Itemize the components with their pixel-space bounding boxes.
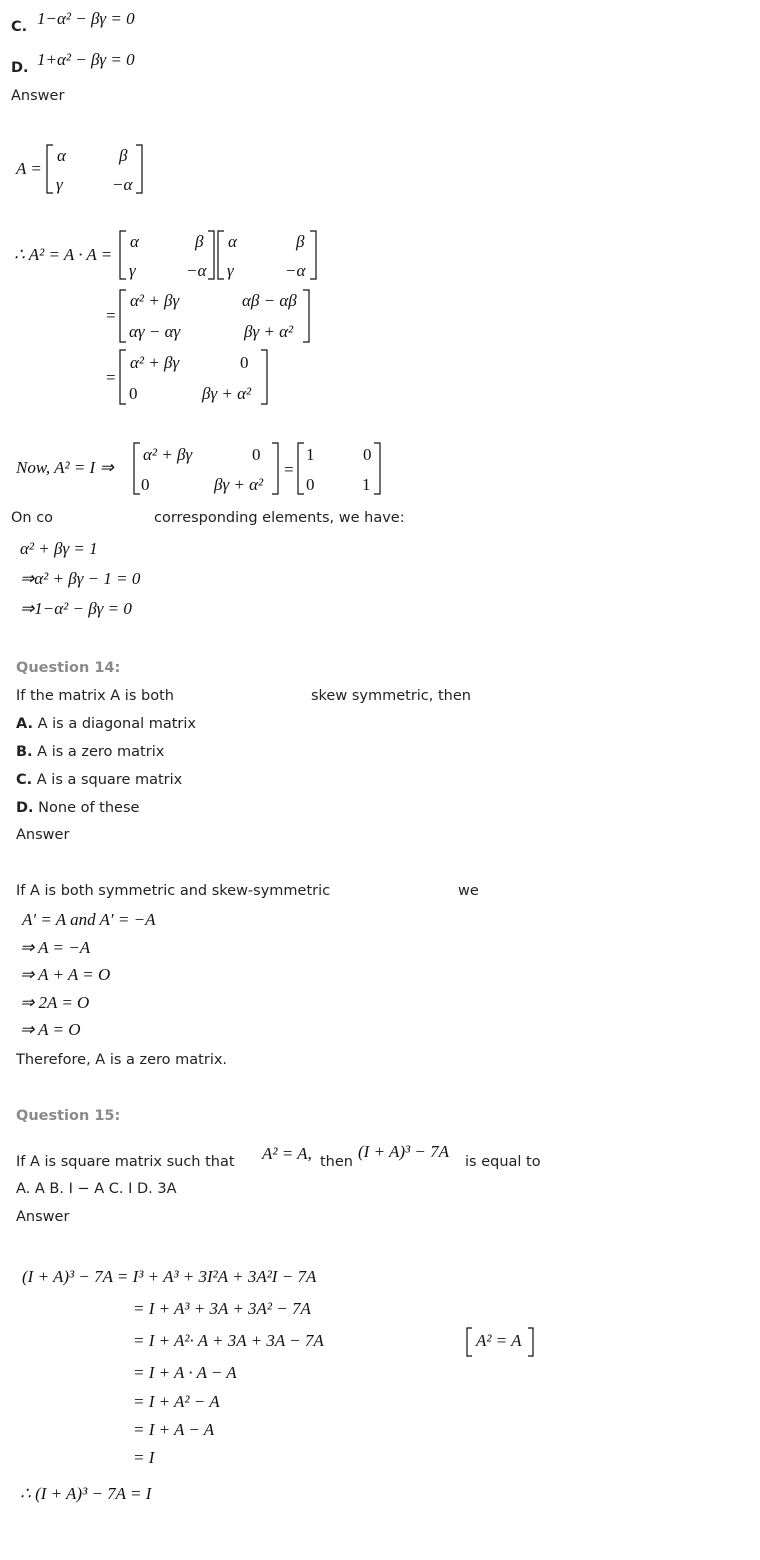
- m1-a11: α: [57, 146, 66, 165]
- q14-option-b: [16, 745, 164, 760]
- m3-a12: β: [296, 232, 305, 251]
- answer-link-15[interactable]: Answer: [16, 1209, 70, 1225]
- option-c-label: C.: [11, 19, 28, 35]
- q15-options: A. A B. I − A C. I D. 3A: [16, 1181, 177, 1197]
- q14-conclusion: Therefore, A is a zero matrix.: [16, 1052, 228, 1068]
- q15-final: ∴ (I + A)³ − 7A = I: [20, 1484, 152, 1503]
- m7-a22: 1: [362, 475, 371, 494]
- q14-solution-text-a: If A is both symmetric and skew-symmetric: [16, 883, 331, 899]
- m6-a11: α² + βγ: [143, 445, 193, 464]
- question-15-text-a: If A is square matrix such that: [16, 1154, 235, 1170]
- m5-a21: 0: [129, 384, 138, 403]
- q14-option-c: [16, 773, 182, 788]
- q14-step-1: A′ = A and A′ = −A: [22, 910, 156, 929]
- q14-option-d: [16, 801, 139, 816]
- question-15-then: then: [320, 1154, 353, 1170]
- m4-a12: αβ − αβ: [242, 291, 297, 310]
- m5-a12: 0: [240, 353, 249, 372]
- m7-a21: 0: [306, 475, 315, 494]
- option-label: A.: [16, 716, 33, 732]
- m2-a11: α: [130, 232, 139, 251]
- option-text: None of these: [38, 800, 140, 816]
- m2-a22: −α: [186, 261, 207, 280]
- option-label: C.: [16, 772, 33, 788]
- m7-a12: 0: [363, 445, 372, 464]
- m4-a22: βγ + α²: [244, 322, 294, 341]
- option-text: A is a zero matrix: [37, 744, 165, 760]
- eq-sign-2: =: [106, 368, 116, 387]
- now-lhs: Now, A² = I ⇒: [16, 458, 114, 477]
- a2-lhs: ∴ A² = A · A =: [14, 245, 113, 264]
- result-line-1: α² + βγ = 1: [20, 539, 98, 558]
- m1-a21: γ: [56, 175, 63, 194]
- q15-line-1: (I + A)³ − 7A = I³ + A³ + 3I²A + 3A²I − 7A: [22, 1267, 317, 1286]
- option-d-equation: 1+α² − βγ = 0: [37, 50, 135, 69]
- compare-text-a: On co: [11, 510, 54, 526]
- q14-step-5: ⇒ A = O: [20, 1020, 81, 1039]
- m2-a21: γ: [129, 261, 136, 280]
- question-14-title: Question 14:: [16, 660, 121, 676]
- m7-a11: 1: [306, 445, 315, 464]
- m5-a11: α² + βγ: [130, 353, 180, 372]
- question-15-expression: (I + A)³ − 7A: [358, 1142, 449, 1161]
- q15-line-5: = I + A² − A: [133, 1392, 220, 1411]
- q14-option-a: [16, 717, 196, 732]
- m1-a12: β: [119, 146, 128, 165]
- m6-a22: βγ + α²: [214, 475, 264, 494]
- option-d-label: D.: [11, 60, 29, 76]
- question-14-text-b: skew symmetric, then: [311, 688, 471, 704]
- question-15-title: Question 15:: [16, 1108, 121, 1124]
- q14-step-3: ⇒ A + A = O: [20, 965, 111, 984]
- q15-line-3: = I + A²· A + 3A + 3A − 7A: [133, 1331, 324, 1350]
- m4-a11: α² + βγ: [130, 291, 180, 310]
- question-15-text-b: is equal to: [465, 1154, 541, 1170]
- q14-solution-text-b: we: [458, 883, 479, 899]
- q15-line-2: = I + A³ + 3A + 3A² − 7A: [133, 1299, 311, 1318]
- question-15-condition: A² = A,: [262, 1144, 312, 1163]
- q15-note: A² = A: [476, 1331, 522, 1350]
- m6-a21: 0: [141, 475, 150, 494]
- q14-step-2: ⇒ A = −A: [20, 938, 91, 957]
- m3-a11: α: [228, 232, 237, 251]
- option-label: B.: [16, 744, 33, 760]
- answer-link-13[interactable]: Answer: [11, 88, 65, 104]
- m3-a22: −α: [285, 261, 306, 280]
- m3-a21: γ: [227, 261, 234, 280]
- q14-step-4: ⇒ 2A = O: [20, 993, 90, 1012]
- compare-text-b: corresponding elements, we have:: [154, 510, 405, 526]
- eq-sign-3: =: [284, 460, 294, 479]
- m1-a22: −α: [112, 175, 133, 194]
- q15-line-6: = I + A − A: [133, 1420, 215, 1439]
- result-line-3: ⇒1−α² − βγ = 0: [20, 599, 132, 618]
- eq-sign-1: =: [106, 306, 116, 325]
- answer-link-14[interactable]: Answer: [16, 827, 70, 843]
- option-text: A is a diagonal matrix: [37, 716, 196, 732]
- m5-a22: βγ + α²: [202, 384, 252, 403]
- q15-line-7: = I: [133, 1448, 155, 1467]
- question-14-text-a: If the matrix A is both: [16, 688, 174, 704]
- q15-line-4: = I + A · A − A: [133, 1363, 237, 1382]
- m6-a12: 0: [252, 445, 261, 464]
- option-label: D.: [16, 800, 34, 816]
- option-c-equation: 1−α² − βγ = 0: [37, 9, 135, 28]
- m4-a21: αγ − αγ: [129, 322, 181, 341]
- option-text: A is a square matrix: [36, 772, 183, 788]
- m2-a12: β: [195, 232, 204, 251]
- result-line-2: ⇒α² + βγ − 1 = 0: [20, 569, 141, 588]
- a-lhs: A =: [16, 159, 42, 178]
